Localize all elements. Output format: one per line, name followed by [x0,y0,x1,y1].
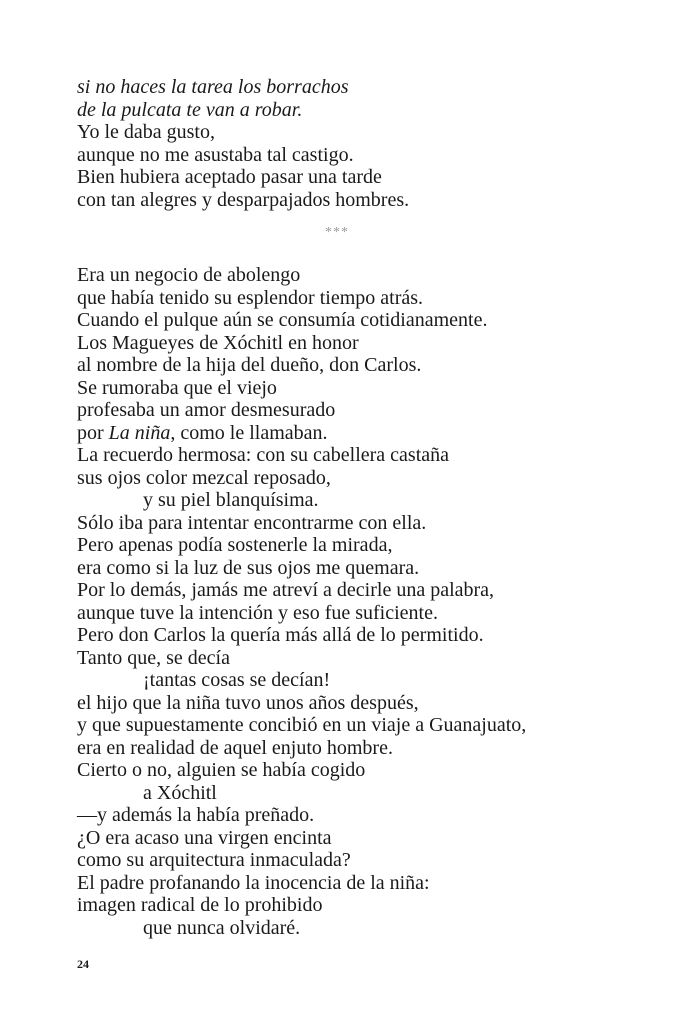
poem-line: Era un negocio de abolengo [77,264,301,286]
line-text: , como le llamaban. [170,421,328,444]
line-text: por [77,421,109,444]
poem-line: que había tenido su esplendor tiempo atrás. [77,286,424,309]
poem-line: si no haces la tarea los borrachos [77,76,349,98]
poem-line-indented: ¡tantas cosas se decían! [143,669,331,691]
poem-line [77,422,657,445]
poem-line: Se rumoraba que el viejo [77,376,277,399]
poem-line: era como si la luz de sus ojos me quemara. [77,556,420,579]
poem-line: Pero don Carlos la quería más allá de lo permitido. [77,624,484,646]
poem-line: La recuerdo hermosa: con su cabellera castaña [77,444,450,466]
emphasis-text: La niña [108,421,171,444]
poem-line: ¿O era acaso una virgen encinta [77,826,332,849]
poem-line: aunque no me asustaba tal castigo. [77,143,354,166]
poem-line: Bien hubiera aceptado pasar una tarde [77,166,382,188]
poem-line: Los Magueyes de Xóchitl en honor [77,331,359,354]
poem-line-indented: que nunca olvidaré. [143,916,301,939]
page-number: 24 [77,957,89,971]
poem-line: de la pulcata te van a robar. [77,98,303,121]
poem-line: Sólo iba para intentar encontrarme con ella. [77,511,427,534]
poem-line: imagen radical de lo prohibido [77,894,323,916]
poem-line: Cierto o no, alguien se había cogido [77,759,366,781]
section-break: *** [325,225,349,240]
poem-line-indented: y su piel blanquísima. [143,489,319,511]
poem-line: era en realidad de aquel enjuto hombre. [77,736,393,759]
stanza-1 [77,76,657,211]
poem-line: y que supuestamente concibió en un viaje a Guanajuato, [77,714,527,736]
poem-line: Yo le daba gusto, [77,121,215,143]
poem-line: Cuando el pulque aún se consumía cotidianamente. [77,309,488,331]
poem-line-indented: a Xóchitl [143,781,217,804]
poem-line: —y además la había preñado. [77,804,315,826]
poem-line: como su arquitectura inmaculada? [77,849,351,871]
poem-line: El padre profanando la inocencia de la niña: [77,871,430,894]
poem-line: con tan alegres y desparpajados hombres. [77,188,410,211]
poem-line: profesaba un amor desmesurado [77,399,336,421]
stanza-2 [77,264,657,939]
poem-line: sus ojos color mezcal reposado, [77,466,331,489]
poem-line: Por lo demás, jamás me atreví a decirle una palabra, [77,579,495,601]
poem-line: Tanto que, se decía [77,646,230,669]
poem-line: al nombre de la hija del dueño, don Carlos. [77,354,422,376]
poem-line: Pero apenas podía sostenerle la mirada, [77,534,393,556]
poem-line: aunque tuve la intención y eso fue suficiente. [77,601,438,624]
poem-line: el hijo que la niña tuvo unos años después, [77,691,419,714]
poem-page [77,76,657,939]
